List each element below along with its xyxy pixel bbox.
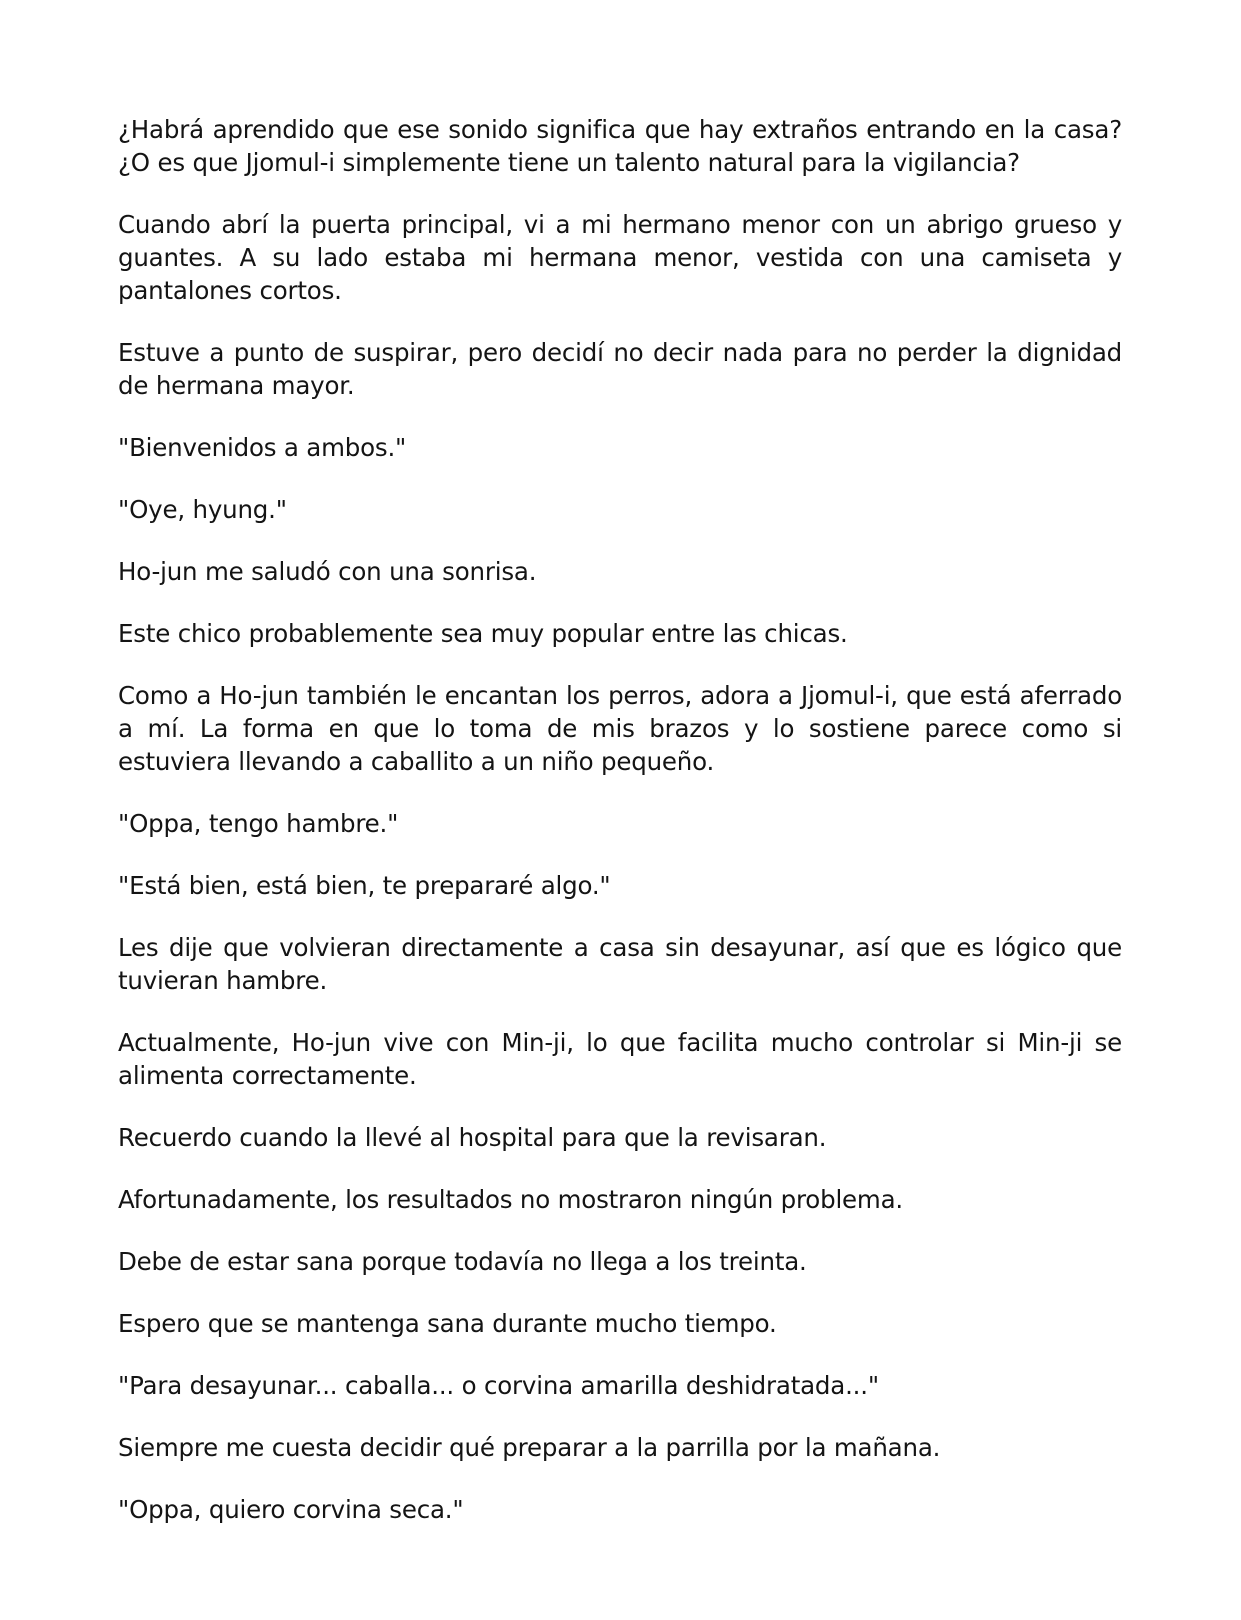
paragraph: "Oppa, quiero corvina seca." xyxy=(118,1495,464,1524)
paragraph: Espero que se mantenga sana durante mucho tiempo. xyxy=(118,1309,777,1338)
paragraph: Cuando abrí la puerta principal, vi a mi hermano menor con un abrigo grueso y guantes. A su lado estaba mi hermana menor, vestida con una camiseta y pantalones cortos. xyxy=(118,210,1122,305)
paragraph: Estuve a punto de suspirar, pero decidí no decir nada para no perder la dignidad de hermana mayor. xyxy=(118,338,1122,400)
paragraph: Ho-jun me saludó con una sonrisa. xyxy=(118,557,537,586)
paragraph: Recuerdo cuando la llevé al hospital para que la revisaran. xyxy=(118,1123,827,1152)
document-body xyxy=(118,113,1122,1526)
paragraph: "Oye, hyung." xyxy=(118,495,287,524)
paragraph: "Bienvenidos a ambos." xyxy=(118,433,407,462)
paragraph: Actualmente, Ho-jun vive con Min-ji, lo que facilita mucho controlar si Min-ji se alimenta correctamente. xyxy=(118,1028,1122,1090)
paragraph: "Para desayunar... caballa... o corvina amarilla deshidratada..." xyxy=(118,1371,879,1400)
paragraph: Les dije que volvieran directamente a casa sin desayunar, así que es lógico que tuvieran hambre. xyxy=(118,933,1122,995)
paragraph: Siempre me cuesta decidir qué preparar a la parrilla por la mañana. xyxy=(118,1433,941,1462)
paragraph: ¿Habrá aprendido que ese sonido significa que hay extraños entrando en la casa? ¿O es que Jjomul-i simplemente tiene un talento natural para la vigilancia? xyxy=(118,115,1122,177)
paragraph: Afortunadamente, los resultados no mostraron ningún problema. xyxy=(118,1185,903,1214)
paragraph: "Oppa, tengo hambre." xyxy=(118,809,399,838)
paragraph: Debe de estar sana porque todavía no llega a los treinta. xyxy=(118,1247,807,1276)
paragraph: "Está bien, está bien, te prepararé algo." xyxy=(118,871,611,900)
paragraph: Como a Ho-jun también le encantan los perros, adora a Jjomul-i, que está aferrado a mí. La forma en que lo toma de mis brazos y lo sostiene parece como si estuviera llevando a caballito a un niño pequeño. xyxy=(118,681,1122,776)
paragraph: Este chico probablemente sea muy popular entre las chicas. xyxy=(118,619,848,648)
